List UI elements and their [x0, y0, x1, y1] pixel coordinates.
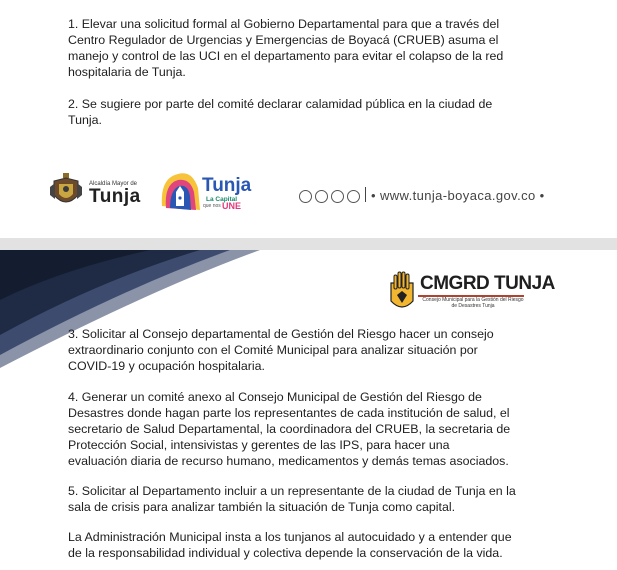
closing-paragraph [68, 529, 533, 561]
facebook-icon[interactable] [299, 190, 312, 203]
page-gap [0, 238, 617, 250]
cmgrd-subtitle: Consejo Municipal para la Gestión del Riesgo de Desastres Tunja [422, 297, 524, 309]
text-line: manejo y control de las UCI en el departamento para evitar el colapso de la red [68, 49, 504, 63]
website-link[interactable]: • www.tunja-boyaca.gov.co • [371, 188, 545, 203]
alcaldia-name: Tunja [89, 186, 141, 207]
text-line: COVID-19 y ocupación hospitalaria. [68, 359, 265, 373]
paragraph-5 [68, 483, 533, 515]
text-line: secretario de Salud Departamental, la coordinadora del CRUEB, la secretaria de [68, 422, 511, 436]
social-icons [299, 190, 360, 203]
text-line: 3. Solicitar al Consejo departamental de Gestión del Riesgo hacer un consejo [68, 327, 494, 341]
tunja-logo-une: UNE [222, 201, 242, 211]
text-line: sala de crisis para analizar también la situación de Tunja como capital. [68, 500, 456, 514]
twitter-icon[interactable] [331, 190, 344, 203]
tunja-logo-word: Tunja [202, 175, 252, 196]
text-line: 4. Generar un comité anexo al Consejo Municipal de Gestión del Riesgo de [68, 390, 482, 404]
hand-shield-icon [389, 271, 415, 311]
text-line: Tunja. [68, 113, 102, 127]
divider [365, 187, 366, 202]
alcaldia-label: Alcaldía Mayor de [89, 181, 138, 187]
page-one [0, 0, 617, 238]
text-line: evaluación diaria de recurso humano, medicamentos y demás temas asociados. [68, 454, 509, 468]
tunja-logo-tagline-small: que nos [203, 203, 221, 209]
text-line: 5. Solicitar al Departamento incluir a un representante de la ciudad de Tunja en la [68, 484, 516, 498]
text-line: hospitalaria de Tunja. [68, 65, 186, 79]
text-line: extraordinario conjunto con el Comité Municipal para analizar situación por [68, 343, 478, 357]
text-line: Desastres donde hagan parte los representantes de cada institución de salud, el [68, 406, 510, 420]
text-line: Protección Social, intensivistas y gerentes de las IPS, para hacer una [68, 438, 450, 452]
instagram-icon[interactable] [315, 190, 328, 203]
text-line: 1. Elevar una solicitud formal al Gobierno Departamental para que a través del [68, 17, 500, 31]
text-line: de la responsabilidad individual y colectiva depende la conservación de la vida. [68, 546, 503, 560]
text-line: Centro Regulador de Urgencias y Emergencias de Boyacá (CRUEB) asuma el [68, 33, 499, 47]
paragraph-1 [68, 16, 533, 80]
text-line: 2. Se sugiere por parte del comité declarar calamidad pública en la ciudad de [68, 97, 493, 111]
paragraph-3 [68, 326, 533, 374]
paragraph-2 [68, 96, 533, 128]
youtube-icon[interactable] [347, 190, 360, 203]
paragraph-4 [68, 389, 533, 469]
tunja-logo-tagline: La Capital [206, 196, 238, 203]
coat-of-arms-icon [50, 173, 82, 211]
text-line: La Administración Municipal insta a los tunjanos al autocuidado y a entender que [68, 530, 512, 544]
cmgrd-title: CMGRD TUNJA [420, 273, 555, 294]
